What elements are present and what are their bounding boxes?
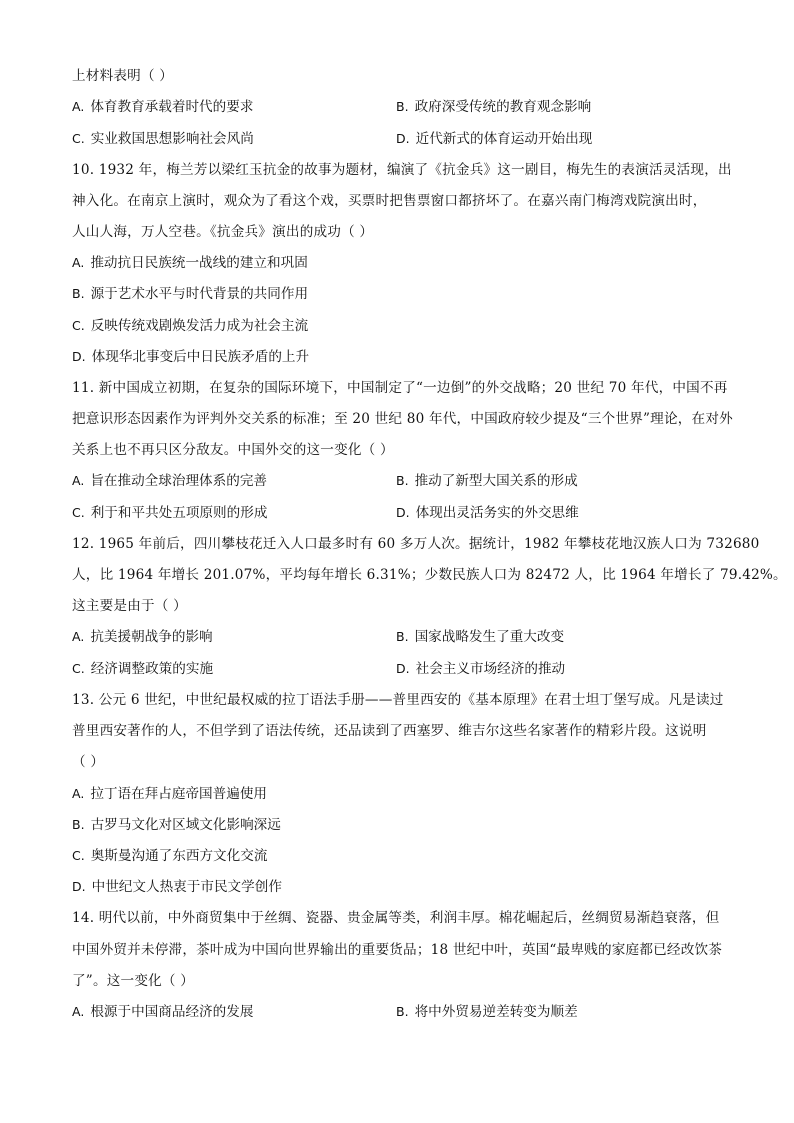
option-text: 体现华北事变后中日民族矛盾的上升 [91, 349, 310, 365]
option-letter: B. [72, 286, 85, 301]
option-text: 古罗马文化对区域文化影响深远 [90, 817, 281, 833]
q13-option-d[interactable] [72, 877, 282, 897]
option-text: 体现出灵活务实的外交思维 [415, 505, 579, 521]
q14-stem-line: 中国外贸并未停滞，茶叶成为中国向世界输出的重要货品；18 世纪中叶，英国“最卑贱的家庭都已经改饮茶 [72, 942, 723, 958]
option-letter: B. [396, 99, 409, 114]
q12-option-d[interactable] [396, 659, 565, 679]
q11-option-a[interactable] [72, 471, 267, 491]
option-letter: B. [72, 817, 85, 832]
q13-option-b[interactable] [72, 815, 281, 835]
option-letter: A. [72, 473, 85, 488]
option-letter: C. [72, 505, 85, 520]
option-letter: D. [396, 131, 410, 146]
option-letter: A. [72, 629, 85, 644]
option-letter: C. [72, 848, 85, 863]
q11-option-b[interactable] [396, 471, 578, 491]
option-letter: B. [396, 1004, 409, 1019]
option-letter: A. [72, 786, 85, 801]
option-text: 旨在推动全球治理体系的完善 [90, 473, 268, 489]
option-text: 体育教育承载着时代的要求 [90, 99, 254, 115]
option-letter: D. [72, 879, 86, 894]
q13-stem-line: （ ） [72, 754, 105, 770]
option-text: 推动抗日民族统一战线的建立和巩固 [90, 255, 308, 271]
option-text: 实业救国思想影响社会风尚 [90, 131, 254, 147]
option-letter: B. [396, 473, 409, 488]
q10-option-b[interactable] [72, 284, 308, 304]
option-letter: B. [396, 629, 409, 644]
q12-option-b[interactable] [396, 627, 564, 647]
q14-stem-line: 14. 明代以前，中外商贸集中于丝绸、瓷器、贵金属等类，利润丰厚。棉花崛起后，丝绸贸易渐趋衰落，但 [72, 910, 720, 926]
q10-stem-line: 10. 1932 年，梅兰芳以梁红玉抗金的故事为题材，编演了《抗金兵》这一剧目，梅先生的表演活灵活现，出 [72, 162, 732, 178]
q9-stem: 上材料表明（ ） [72, 68, 174, 84]
option-letter: D. [396, 661, 410, 676]
option-text: 社会主义市场经济的推动 [415, 661, 566, 677]
q11-stem-line: 把意识形态因素作为评判外交关系的标准；至 20 世纪 80 年代，中国政府较少提及“三个世界”理论，在对外 [72, 411, 733, 427]
q11-option-d[interactable] [396, 503, 579, 523]
q10-option-c[interactable] [72, 316, 308, 336]
q12-stem-line: 人，比 1964 年增长 201.07%，平均每年增长 6.31%；少数民族人口为 82472 人，比 1964 年增长了 79.42%。 [72, 567, 787, 583]
option-text: 利于和平共处五项原则的形成 [90, 505, 268, 521]
q9-option-a[interactable] [72, 97, 253, 117]
option-letter: A. [72, 99, 85, 114]
option-text: 经济调整政策的实施 [90, 661, 214, 677]
option-letter: D. [72, 349, 86, 364]
q13-option-c[interactable] [72, 846, 267, 866]
option-letter: A. [72, 255, 85, 270]
q14-stem-line: 了”。这一变化（ ） [72, 973, 195, 989]
q9-option-b[interactable] [396, 97, 591, 117]
option-letter: A. [72, 1004, 85, 1019]
option-text: 政府深受传统的教育观念影响 [414, 99, 592, 115]
q12-option-c[interactable] [72, 659, 213, 679]
option-text: 国家战略发生了重大改变 [414, 629, 565, 645]
q10-stem-line: 人山人海，万人空巷。《抗金兵》演出的成功（ ） [72, 224, 374, 240]
option-letter: C. [72, 661, 85, 676]
q11-stem-line: 11. 新中国成立初期，在复杂的国际环境下，中国制定了“一边倒”的外交战略；20 世纪 70 年代，中国不再 [72, 380, 728, 396]
option-text: 根源于中国商品经济的发展 [90, 1004, 254, 1020]
q13-stem-line: 13. 公元 6 世纪，中世纪最权威的拉丁语法手册——普里西安的《基本原理》在君士坦丁堡写成。凡是读过 [72, 692, 724, 708]
q12-stem-line: 12. 1965 年前后，四川攀枝花迁入人口最多时有 60 多万人次。据统计，1982 年攀枝花地汉族人口为 732680 [72, 536, 760, 552]
q13-option-a[interactable] [72, 784, 267, 804]
q12-stem-line: 这主要是由于（ ） [72, 598, 187, 614]
q14-option-b[interactable] [396, 1002, 578, 1022]
option-text: 推动了新型大国关系的形成 [414, 473, 578, 489]
option-text: 拉丁语在拜占庭帝国普遍使用 [90, 786, 268, 802]
option-letter: C. [72, 318, 85, 333]
q14-option-a[interactable] [72, 1002, 253, 1022]
q10-option-a[interactable] [72, 253, 308, 273]
option-text: 中世纪文人热衷于市民文学创作 [91, 879, 282, 895]
q10-option-d[interactable] [72, 347, 309, 367]
option-text: 将中外贸易逆差转变为顺差 [414, 1004, 578, 1020]
option-text: 近代新式的体育运动开始出现 [415, 131, 593, 147]
q9-option-d[interactable] [396, 129, 592, 149]
option-text: 反映传统戏剧焕发活力成为社会主流 [90, 318, 309, 334]
option-text: 奥斯曼沟通了东西方文化交流 [90, 848, 268, 864]
q11-option-c[interactable] [72, 503, 267, 523]
q12-option-a[interactable] [72, 627, 213, 647]
q10-stem-line: 神入化。在南京上演时，观众为了看这个戏，买票时把售票窗口都挤坏了。在嘉兴南门梅湾戏院演出时， [72, 193, 707, 209]
option-text: 抗美援朝战争的影响 [90, 629, 213, 645]
option-letter: C. [72, 131, 85, 146]
q9-option-c[interactable] [72, 129, 254, 149]
option-text: 源于艺术水平与时代背景的共同作用 [90, 286, 309, 302]
q13-stem-line: 普里西安著作的人，不但学到了语法传统，还品读到了西塞罗、维吉尔这些名家著作的精彩片段。这说明 [72, 723, 707, 739]
option-letter: D. [396, 505, 410, 520]
q11-stem-line: 关系上也不再只区分敌友。中国外交的这一变化（ ） [72, 442, 394, 458]
